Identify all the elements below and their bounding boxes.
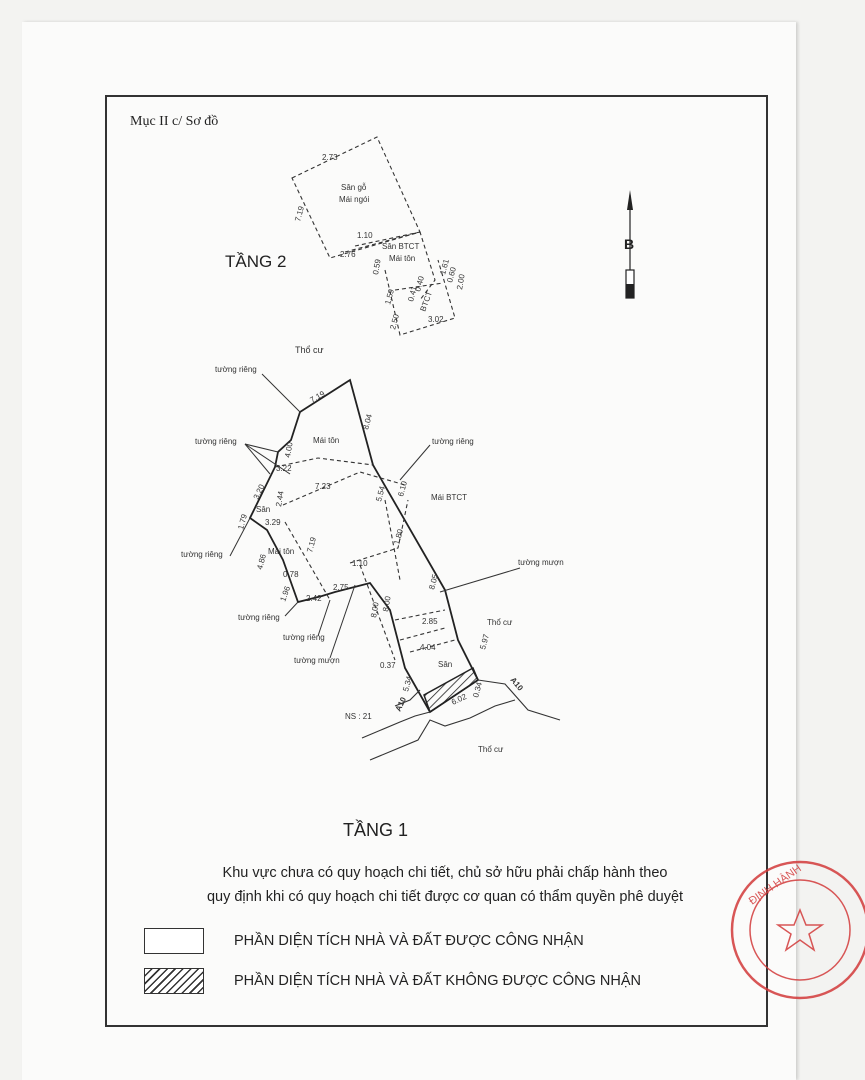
north-arrow-icon — [626, 190, 634, 298]
f1-mai-ton-1: Mái tôn — [313, 436, 340, 445]
legend-recognized-swatch — [144, 928, 204, 954]
legend-not-recognized-swatch — [144, 968, 204, 994]
legend-recognized-label: PHẦN DIỆN TÍCH NHÀ VÀ ĐẤT ĐƯỢC CÔNG NHẬN — [234, 933, 584, 949]
f1-tuong-muon-2: tường mượn — [518, 558, 564, 567]
f1-tuong-muon-1: tường mượn — [294, 656, 340, 665]
f1-dim-23: 4.04 — [420, 643, 436, 652]
f1-dim-24: 2.85 — [422, 617, 438, 626]
f2-dim-8: 0.41 — [406, 285, 419, 303]
note-line-2: quy định khi có quy hoạch chi tiết được cơ quan có thẩm quyền phê duyệt — [206, 889, 684, 905]
f1-dim-14: 7.23 — [315, 482, 331, 491]
f2-dim-9: 3.02 — [428, 315, 444, 324]
f2-mai-ton: Mái tôn — [389, 254, 416, 263]
f1-dim-7: 3.29 — [265, 518, 281, 527]
f2-san-go: Sân gỗ — [341, 183, 367, 192]
f2-dim-5: 0.59 — [371, 258, 383, 276]
f1-road-right: A10 — [508, 675, 525, 693]
planning-note — [120, 861, 770, 909]
f1-dim-6: 2.44 — [274, 490, 286, 508]
section-title: Mục II c/ Sơ đồ — [130, 114, 219, 129]
floor2-text — [293, 153, 467, 331]
stamp-text: ĐỊNH HÀNH — [746, 862, 804, 908]
f1-dim-20: 8.05 — [427, 573, 440, 591]
f1-dim-8: 1.79 — [236, 513, 249, 531]
f1-dim-15: 5.54 — [374, 485, 387, 503]
f1-dim-16: 6.10 — [396, 480, 409, 498]
f1-dim-21: 8.00 — [369, 601, 381, 619]
f2-dim-4: 1.10 — [357, 231, 373, 240]
f1-san-1: Sân — [256, 505, 271, 514]
f1-tuong-rieng-4: tường riêng — [238, 613, 280, 622]
f1-tuong-rieng-3: tường riêng — [181, 550, 223, 559]
f2-dim-7: 1.59 — [383, 288, 396, 306]
f1-road-left: A10 — [393, 695, 409, 713]
f1-tuong-rieng-5: tường riêng — [283, 633, 325, 642]
f1-dim-11: 1.96 — [278, 584, 293, 603]
floor2-label: TẦNG 2 — [225, 252, 287, 271]
floor1-label: TẦNG 1 — [343, 820, 409, 840]
f1-tho-cu-top: Thổ cư — [295, 345, 324, 355]
f1-dim-27: 5.34 — [401, 675, 414, 693]
f1-dim-19: 1.10 — [352, 559, 368, 568]
f1-tho-cu-right: Thổ cư — [487, 618, 513, 627]
f1-tho-cu-bottom: Thổ cư — [478, 745, 504, 754]
f2-dim-12: 0.40 — [413, 275, 426, 293]
f1-dim-13: 2.75 — [333, 583, 349, 592]
f2-dim-3: 2.76 — [340, 250, 356, 259]
f1-dim-5: 3.20 — [251, 482, 267, 501]
f1-dim-1: 7.19 — [308, 389, 327, 405]
f1-mai-ton-2: Mái tôn — [268, 547, 295, 556]
floor1-text — [181, 345, 564, 754]
f2-dim-2: 7.19 — [293, 205, 306, 223]
f2-btct: BTCT — [418, 289, 435, 313]
f1-dim-9: 4.86 — [255, 553, 268, 571]
f2-dim-6: 2.00 — [455, 273, 467, 291]
f1-mai-btct: Mái BTCT — [431, 493, 467, 502]
f2-dim-13: 0.60 — [445, 266, 458, 284]
f2-dim-10: 2.50 — [388, 313, 401, 331]
hatched-area — [424, 668, 478, 712]
f2-dim-11: 1.61 — [438, 258, 451, 276]
floor2-plan — [292, 137, 455, 335]
f1-ns: NS : 21 — [345, 712, 372, 721]
f2-san-btct: Sân BTCT — [382, 242, 420, 251]
f1-dim-26: 0.37 — [380, 661, 396, 670]
f1-dim-2: 8.04 — [361, 413, 374, 431]
note-line-1: Khu vực chưa có quy hoạch chi tiết, chủ sở hữu phải chấp hành theo — [222, 865, 668, 881]
f1-dim-10: 0.78 — [283, 570, 299, 579]
f1-dim-29: 0.34 — [471, 681, 484, 699]
f2-dim-1: 2.73 — [322, 153, 338, 162]
f1-dim-4: 3.22 — [276, 464, 292, 473]
f1-tuong-rieng-1: tường riêng — [215, 365, 257, 374]
legend-not-recognized-label: PHẦN DIỆN TÍCH NHÀ VÀ ĐẤT KHÔNG ĐƯỢC CÔNG NHẬN — [234, 973, 641, 989]
f1-tuong-rieng-6: tường riêng — [432, 437, 474, 446]
f1-tuong-rieng-2: tường riêng — [195, 437, 237, 446]
f1-dim-18: 1.80 — [392, 528, 405, 546]
f1-dim-22: 8.00 — [381, 595, 393, 613]
f1-dim-28: 6.02 — [450, 692, 468, 707]
f1-dim-17: 7.19 — [305, 536, 318, 554]
f1-san-2: Sân — [438, 660, 453, 669]
f2-mai-ngoi: Mái ngói — [339, 195, 370, 204]
f1-dim-12: 2.42 — [306, 594, 322, 603]
f1-dim-3: 4.00 — [283, 441, 295, 459]
north-label: B — [624, 236, 635, 252]
f1-dim-25: 5.97 — [478, 633, 491, 651]
